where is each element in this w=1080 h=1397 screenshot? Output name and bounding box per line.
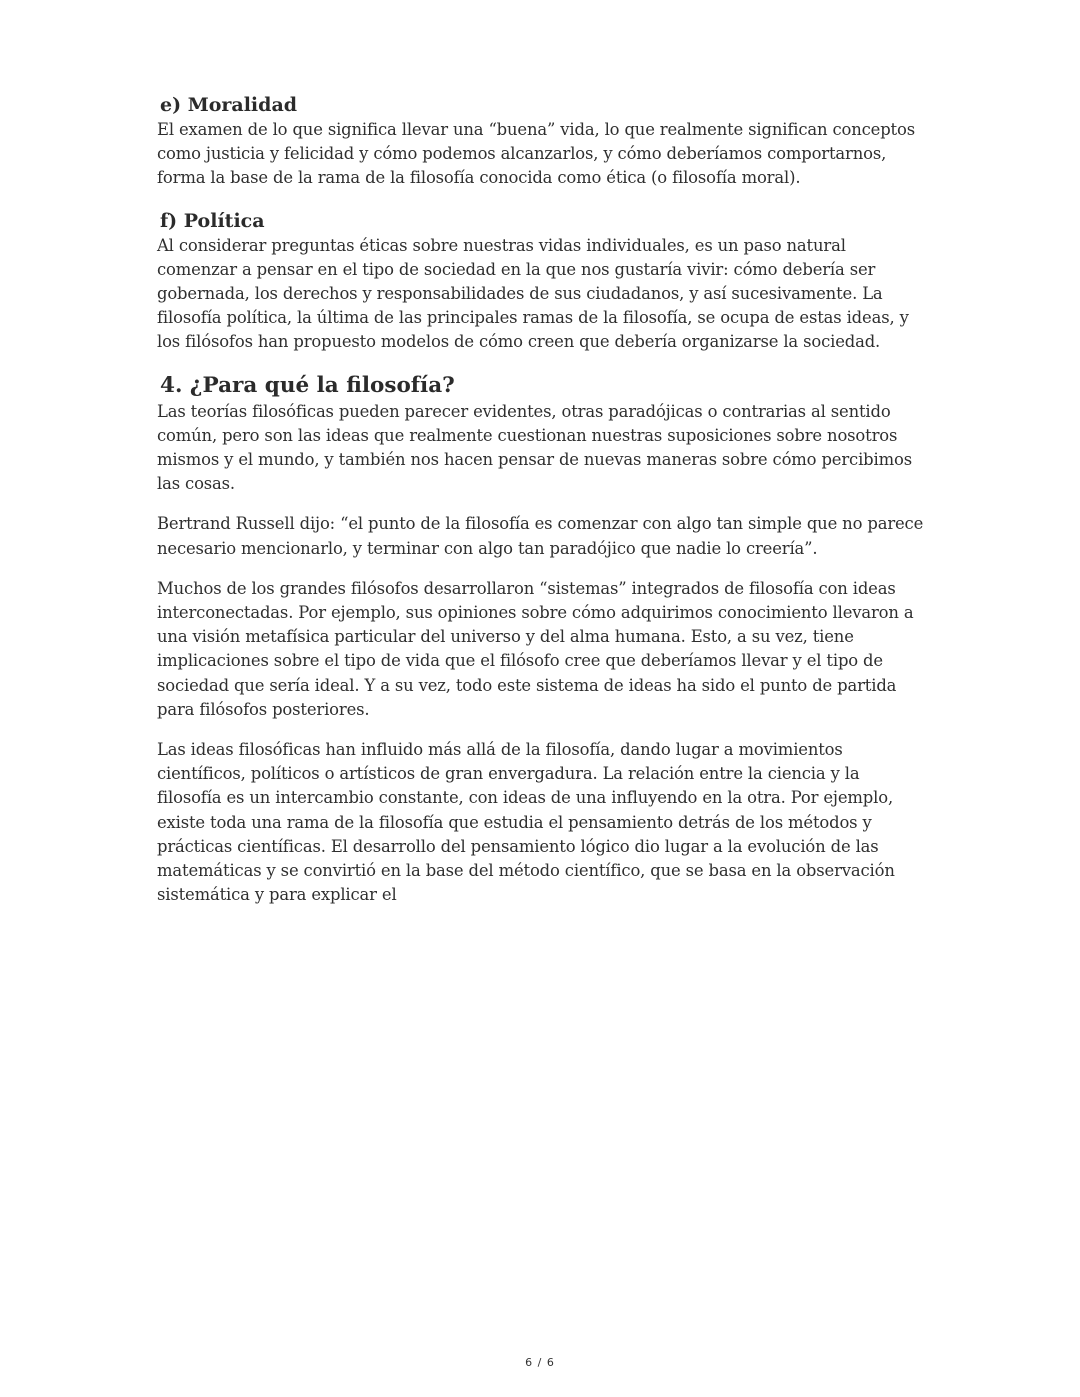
page-number: 6 / 6 [525, 1356, 555, 1369]
paragraph-politica: Al considerar preguntas éticas sobre nuestras vidas individuales, es un paso natural comenzar a pensar en el tipo de sociedad en la que nos gustaría vivir: cómo debería ser gobernada, los derechos y responsabilidades de sus ciudadanos, y así sucesivamente. La filosofía política, la última de las principales ramas de la filosofía, se ocupa de estas ideas, y los filósofos han propuesto modelos de cómo creen que debería organizarse la sociedad. [157, 235, 909, 352]
paragraph-para-que-4: Las ideas filosóficas han influido más allá de la filosofía, dando lugar a movimientos científicos, políticos o artísticos de gran envergadura. La relación entre la ciencia y la filosofía es un intercambio constante, con ideas de una influyendo en la otra. Por ejemplo, existe toda una rama de la filosofía que estudia el pensamiento detrás de los métodos y prácticas científicas. El desarrollo del pensamiento lógico dio lugar a la evolución de las matemáticas y se convirtió en la base del método científico, que se basa en la observación sistemática y para explicar el [157, 740, 895, 905]
section-heading-moralidad: e) Moralidad [160, 94, 298, 116]
paragraph-moralidad: El examen de lo que significa llevar una “buena” vida, lo que realmente significan conceptos como justicia y felicidad y cómo podemos alcanzarlos, y cómo deberíamos comportarnos, forma la base de la rama de la filosofía conocida como ética (o filosofía moral). [157, 120, 915, 188]
paragraph-para-que-3: Muchos de los grandes filósofos desarrollaron “sistemas” integrados de filosofía con ideas interconectadas. Por ejemplo, sus opiniones sobre cómo adquirimos conocimiento llevaron a una visión metafísica particular del universo y del alma humana. Esto, a su vez, tiene implicaciones sobre el tipo de vida que el filósofo cree que deberíamos llevar y el tipo de sociedad que sería ideal. Y a su vez, todo este sistema de ideas ha sido el punto de partida para filósofos posteriores. [157, 578, 914, 719]
page-content [157, 92, 927, 907]
section-heading-para-que: 4. ¿Para qué la filosofía? [160, 372, 455, 398]
section-heading-politica: f) Política [160, 209, 265, 232]
paragraph-para-que-1: Las teorías filosóficas pueden parecer evidentes, otras paradójicas o contrarias al sentido común, pero son las ideas que realmente cuestionan nuestras suposiciones sobre nosotros mismos y el mundo, y también nos hacen pensar de nuevas maneras sobre cómo percibimos las cosas. [157, 401, 912, 494]
paragraph-para-que-2: Bertrand Russell dijo: “el punto de la filosofía es comenzar con algo tan simple que no parece necesario mencionarlo, y terminar con algo tan paradójico que nadie lo creería”. [157, 514, 924, 558]
